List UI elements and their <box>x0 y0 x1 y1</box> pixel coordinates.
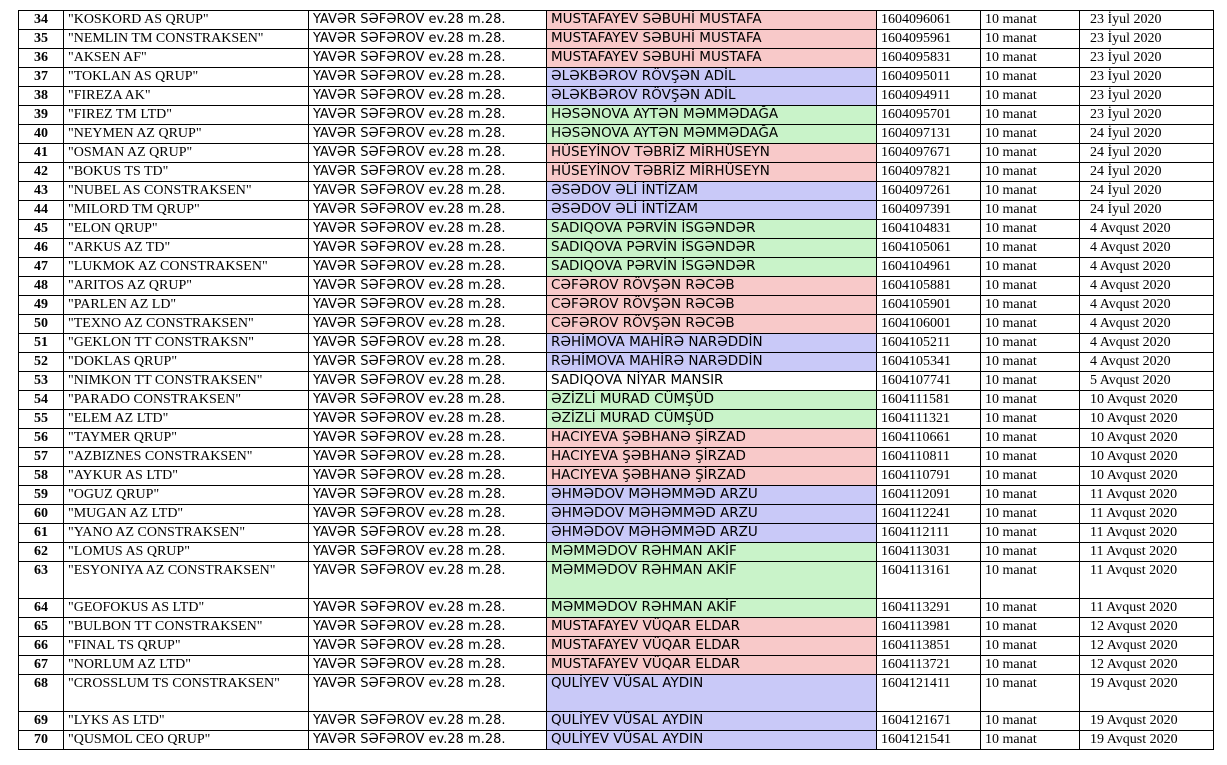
amount-cell: 10 manat <box>981 182 1080 201</box>
amount-cell: 10 manat <box>981 712 1080 731</box>
row-number-cell: 51 <box>19 334 64 353</box>
company-name-cell: "AYKUR AS LTD" <box>64 467 309 486</box>
address-cell: YAVƏR SƏFƏROV ev.28 m.28. <box>309 448 547 467</box>
date-cell: 23 İyul 2020 <box>1080 30 1214 49</box>
table-row <box>19 543 1214 562</box>
tax-id-cell: 1604097261 <box>877 182 981 201</box>
table-row <box>19 49 1214 68</box>
table-row <box>19 334 1214 353</box>
address-cell: YAVƏR SƏFƏROV ev.28 m.28. <box>309 239 547 258</box>
tax-id-cell: 1604097391 <box>877 201 981 220</box>
company-name-cell: "NUBEL AS CONSTRAKSEN" <box>64 182 309 201</box>
person-name-cell: MƏMMƏDOV RƏHMAN AKİF <box>547 599 877 618</box>
amount-cell: 10 manat <box>981 258 1080 277</box>
date-cell: 4 Avqust 2020 <box>1080 334 1214 353</box>
tax-id-cell: 1604095961 <box>877 30 981 49</box>
address-cell: YAVƏR SƏFƏROV ev.28 m.28. <box>309 712 547 731</box>
address-cell: YAVƏR SƏFƏROV ev.28 m.28. <box>309 675 547 712</box>
row-number-cell: 56 <box>19 429 64 448</box>
date-cell: 4 Avqust 2020 <box>1080 277 1214 296</box>
tax-id-cell: 1604097821 <box>877 163 981 182</box>
table-row <box>19 353 1214 372</box>
amount-cell: 10 manat <box>981 296 1080 315</box>
amount-cell: 10 manat <box>981 125 1080 144</box>
row-number-cell: 62 <box>19 543 64 562</box>
amount-cell: 10 manat <box>981 87 1080 106</box>
row-number-cell: 57 <box>19 448 64 467</box>
amount-cell: 10 manat <box>981 201 1080 220</box>
row-number-cell: 40 <box>19 125 64 144</box>
table-row <box>19 656 1214 675</box>
row-number-cell: 41 <box>19 144 64 163</box>
company-name-cell: "YANO AZ CONSTRAKSEN" <box>64 524 309 543</box>
row-number-cell: 46 <box>19 239 64 258</box>
company-name-cell: "FINAL TS QRUP" <box>64 637 309 656</box>
person-name-cell: HACIYEVA ŞƏBHANƏ ŞİRZAD <box>547 448 877 467</box>
tax-id-cell: 1604096061 <box>877 11 981 30</box>
company-name-cell: "NIMKON TT CONSTRAKSEN" <box>64 372 309 391</box>
company-name-cell: "ARKUS AZ TD" <box>64 239 309 258</box>
row-number-cell: 67 <box>19 656 64 675</box>
date-cell: 4 Avqust 2020 <box>1080 239 1214 258</box>
company-name-cell: "OGUZ QRUP" <box>64 486 309 505</box>
address-cell: YAVƏR SƏFƏROV ev.28 m.28. <box>309 429 547 448</box>
company-name-cell: "KOSKORD AS QRUP" <box>64 11 309 30</box>
row-number-cell: 63 <box>19 562 64 599</box>
date-cell: 24 İyul 2020 <box>1080 201 1214 220</box>
row-number-cell: 35 <box>19 30 64 49</box>
person-name-cell: SADIQOVA PƏRVİN İSGƏNDƏR <box>547 239 877 258</box>
address-cell: YAVƏR SƏFƏROV ev.28 m.28. <box>309 87 547 106</box>
table-row <box>19 163 1214 182</box>
tax-id-cell: 1604113851 <box>877 637 981 656</box>
company-name-cell: "AKSEN AF" <box>64 49 309 68</box>
table-row <box>19 599 1214 618</box>
tax-id-cell: 1604110791 <box>877 467 981 486</box>
company-name-cell: "FIREZ TM LTD" <box>64 106 309 125</box>
date-cell: 4 Avqust 2020 <box>1080 353 1214 372</box>
table-row <box>19 524 1214 543</box>
address-cell: YAVƏR SƏFƏROV ev.28 m.28. <box>309 467 547 486</box>
amount-cell: 10 manat <box>981 467 1080 486</box>
row-number-cell: 64 <box>19 599 64 618</box>
date-cell: 10 Avqust 2020 <box>1080 410 1214 429</box>
company-name-cell: "NEYMEN AZ QRUP" <box>64 125 309 144</box>
date-cell: 23 İyul 2020 <box>1080 11 1214 30</box>
company-name-cell: "AZBIZNES CONSTRAKSEN" <box>64 448 309 467</box>
tax-id-cell: 1604097671 <box>877 144 981 163</box>
amount-cell: 10 manat <box>981 410 1080 429</box>
row-number-cell: 68 <box>19 675 64 712</box>
table-row <box>19 220 1214 239</box>
person-name-cell: MƏMMƏDOV RƏHMAN AKİF <box>547 562 877 599</box>
company-name-cell: "BULBON TT CONSTRAKSEN" <box>64 618 309 637</box>
tax-id-cell: 1604110661 <box>877 429 981 448</box>
amount-cell: 10 manat <box>981 163 1080 182</box>
amount-cell: 10 manat <box>981 11 1080 30</box>
tax-id-cell: 1604112241 <box>877 505 981 524</box>
company-name-cell: "LOMUS AS QRUP" <box>64 543 309 562</box>
person-name-cell: MƏMMƏDOV RƏHMAN AKİF <box>547 543 877 562</box>
amount-cell: 10 manat <box>981 144 1080 163</box>
table-row <box>19 144 1214 163</box>
person-name-cell: CƏFƏROV RÖVŞƏN RƏCƏB <box>547 277 877 296</box>
address-cell: YAVƏR SƏFƏROV ev.28 m.28. <box>309 334 547 353</box>
company-name-cell: "QUSMOL CEO QRUP" <box>64 731 309 750</box>
tax-id-cell: 1604113981 <box>877 618 981 637</box>
address-cell: YAVƏR SƏFƏROV ev.28 m.28. <box>309 543 547 562</box>
address-cell: YAVƏR SƏFƏROV ev.28 m.28. <box>309 277 547 296</box>
date-cell: 11 Avqust 2020 <box>1080 524 1214 543</box>
table-row <box>19 637 1214 656</box>
row-number-cell: 47 <box>19 258 64 277</box>
person-name-cell: HÜSEYİNOV TƏBRİZ MİRHÜSEYN <box>547 144 877 163</box>
row-number-cell: 36 <box>19 49 64 68</box>
person-name-cell: ƏHMƏDOV MƏHƏMMƏD ARZU <box>547 524 877 543</box>
tax-id-cell: 1604095011 <box>877 68 981 87</box>
table-row <box>19 731 1214 750</box>
person-name-cell: HACIYEVA ŞƏBHANƏ ŞİRZAD <box>547 467 877 486</box>
tax-id-cell: 1604095831 <box>877 49 981 68</box>
address-cell: YAVƏR SƏFƏROV ev.28 m.28. <box>309 505 547 524</box>
amount-cell: 10 manat <box>981 675 1080 712</box>
row-number-cell: 70 <box>19 731 64 750</box>
amount-cell: 10 manat <box>981 618 1080 637</box>
company-name-cell: "ELEM AZ LTD" <box>64 410 309 429</box>
amount-cell: 10 manat <box>981 486 1080 505</box>
date-cell: 23 İyul 2020 <box>1080 87 1214 106</box>
date-cell: 24 İyul 2020 <box>1080 163 1214 182</box>
table-row <box>19 315 1214 334</box>
tax-id-cell: 1604105211 <box>877 334 981 353</box>
address-cell: YAVƏR SƏFƏROV ev.28 m.28. <box>309 30 547 49</box>
amount-cell: 10 manat <box>981 353 1080 372</box>
date-cell: 24 İyul 2020 <box>1080 144 1214 163</box>
person-name-cell: ƏHMƏDOV MƏHƏMMƏD ARZU <box>547 486 877 505</box>
address-cell: YAVƏR SƏFƏROV ev.28 m.28. <box>309 486 547 505</box>
company-name-cell: "MUGAN AZ LTD" <box>64 505 309 524</box>
address-cell: YAVƏR SƏFƏROV ev.28 m.28. <box>309 258 547 277</box>
amount-cell: 10 manat <box>981 30 1080 49</box>
company-name-cell: "PARLEN AZ LD" <box>64 296 309 315</box>
tax-id-cell: 1604113291 <box>877 599 981 618</box>
amount-cell: 10 manat <box>981 239 1080 258</box>
person-name-cell: SADIQOVA PƏRVİN İSGƏNDƏR <box>547 258 877 277</box>
person-name-cell: SADIQOVA PƏRVİN İSGƏNDƏR <box>547 220 877 239</box>
date-cell: 24 İyul 2020 <box>1080 182 1214 201</box>
amount-cell: 10 manat <box>981 372 1080 391</box>
amount-cell: 10 manat <box>981 429 1080 448</box>
row-number-cell: 59 <box>19 486 64 505</box>
address-cell: YAVƏR SƏFƏROV ev.28 m.28. <box>309 410 547 429</box>
table-row <box>19 106 1214 125</box>
person-name-cell: HƏSƏNOVA AYTƏN MƏMMƏDAĞA <box>547 106 877 125</box>
date-cell: 5 Avqust 2020 <box>1080 372 1214 391</box>
address-cell: YAVƏR SƏFƏROV ev.28 m.28. <box>309 372 547 391</box>
person-name-cell: HÜSEYİNOV TƏBRİZ MİRHÜSEYN <box>547 163 877 182</box>
company-name-cell: "MILORD TM QRUP" <box>64 201 309 220</box>
person-name-cell: MUSTAFAYEV SƏBUHİ MUSTAFA <box>547 11 877 30</box>
date-cell: 11 Avqust 2020 <box>1080 505 1214 524</box>
date-cell: 19 Avqust 2020 <box>1080 712 1214 731</box>
address-cell: YAVƏR SƏFƏROV ev.28 m.28. <box>309 637 547 656</box>
person-name-cell: ƏSƏDOV ƏLİ İNTİZAM <box>547 201 877 220</box>
tax-id-cell: 1604105061 <box>877 239 981 258</box>
row-number-cell: 53 <box>19 372 64 391</box>
row-number-cell: 55 <box>19 410 64 429</box>
date-cell: 4 Avqust 2020 <box>1080 258 1214 277</box>
tax-id-cell: 1604107741 <box>877 372 981 391</box>
date-cell: 24 İyul 2020 <box>1080 125 1214 144</box>
date-cell: 19 Avqust 2020 <box>1080 731 1214 750</box>
table-row <box>19 296 1214 315</box>
tax-id-cell: 1604104961 <box>877 258 981 277</box>
amount-cell: 10 manat <box>981 448 1080 467</box>
person-name-cell: RƏHİMOVA MAHİRƏ NARƏDDİN <box>547 353 877 372</box>
date-cell: 10 Avqust 2020 <box>1080 391 1214 410</box>
row-number-cell: 54 <box>19 391 64 410</box>
table-row <box>19 258 1214 277</box>
row-number-cell: 38 <box>19 87 64 106</box>
company-name-cell: "TAYMER QRUP" <box>64 429 309 448</box>
company-name-cell: "GEOFOKUS AS LTD" <box>64 599 309 618</box>
address-cell: YAVƏR SƏFƏROV ev.28 m.28. <box>309 296 547 315</box>
company-name-cell: "BOKUS TS TD" <box>64 163 309 182</box>
person-name-cell: HACIYEVA ŞƏBHANƏ ŞİRZAD <box>547 429 877 448</box>
address-cell: YAVƏR SƏFƏROV ev.28 m.28. <box>309 562 547 599</box>
tax-id-cell: 1604104831 <box>877 220 981 239</box>
company-name-cell: "GEKLON TT CONSTRAKSN" <box>64 334 309 353</box>
tax-id-cell: 1604094911 <box>877 87 981 106</box>
company-name-cell: "LUKMOK AZ CONSTRAKSEN" <box>64 258 309 277</box>
amount-cell: 10 manat <box>981 49 1080 68</box>
table-row <box>19 505 1214 524</box>
person-name-cell: MUSTAFAYEV VÜQAR ELDAR <box>547 656 877 675</box>
person-name-cell: MUSTAFAYEV SƏBUHİ MUSTAFA <box>547 30 877 49</box>
person-name-cell: CƏFƏROV RÖVŞƏN RƏCƏB <box>547 296 877 315</box>
person-name-cell: ƏLƏKBƏROV RÖVŞƏN ADİL <box>547 68 877 87</box>
table-row <box>19 11 1214 30</box>
tax-id-cell: 1604112111 <box>877 524 981 543</box>
row-number-cell: 58 <box>19 467 64 486</box>
row-number-cell: 69 <box>19 712 64 731</box>
company-name-cell: "NEMLIN TM CONSTRAKSEN" <box>64 30 309 49</box>
person-name-cell: HƏSƏNOVA AYTƏN MƏMMƏDAĞA <box>547 125 877 144</box>
row-number-cell: 37 <box>19 68 64 87</box>
date-cell: 19 Avqust 2020 <box>1080 675 1214 712</box>
table-row <box>19 562 1214 599</box>
tax-id-cell: 1604110811 <box>877 448 981 467</box>
row-number-cell: 44 <box>19 201 64 220</box>
tax-id-cell: 1604106001 <box>877 315 981 334</box>
table-row <box>19 182 1214 201</box>
company-name-cell: "LYKS AS LTD" <box>64 712 309 731</box>
address-cell: YAVƏR SƏFƏROV ev.28 m.28. <box>309 618 547 637</box>
person-name-cell: QULİYEV VÜSAL AYDIN <box>547 731 877 750</box>
tax-id-cell: 1604111321 <box>877 410 981 429</box>
amount-cell: 10 manat <box>981 731 1080 750</box>
row-number-cell: 48 <box>19 277 64 296</box>
address-cell: YAVƏR SƏFƏROV ev.28 m.28. <box>309 163 547 182</box>
address-cell: YAVƏR SƏFƏROV ev.28 m.28. <box>309 201 547 220</box>
table-row <box>19 68 1214 87</box>
tax-id-cell: 1604111581 <box>877 391 981 410</box>
tax-id-cell: 1604113721 <box>877 656 981 675</box>
amount-cell: 10 manat <box>981 505 1080 524</box>
table-row <box>19 87 1214 106</box>
row-number-cell: 61 <box>19 524 64 543</box>
date-cell: 4 Avqust 2020 <box>1080 296 1214 315</box>
row-number-cell: 65 <box>19 618 64 637</box>
address-cell: YAVƏR SƏFƏROV ev.28 m.28. <box>309 656 547 675</box>
row-number-cell: 66 <box>19 637 64 656</box>
table-row <box>19 391 1214 410</box>
address-cell: YAVƏR SƏFƏROV ev.28 m.28. <box>309 391 547 410</box>
date-cell: 11 Avqust 2020 <box>1080 543 1214 562</box>
tax-id-cell: 1604097131 <box>877 125 981 144</box>
company-name-cell: "NORLUM AZ LTD" <box>64 656 309 675</box>
person-name-cell: ƏHMƏDOV MƏHƏMMƏD ARZU <box>547 505 877 524</box>
person-name-cell: QULİYEV VÜSAL AYDIN <box>547 712 877 731</box>
date-cell: 23 İyul 2020 <box>1080 106 1214 125</box>
table-body <box>19 11 1214 750</box>
amount-cell: 10 manat <box>981 68 1080 87</box>
person-name-cell: MUSTAFAYEV SƏBUHİ MUSTAFA <box>547 49 877 68</box>
company-name-cell: "CROSSLUM TS CONSTRAKSEN" <box>64 675 309 712</box>
table-row <box>19 372 1214 391</box>
table-row <box>19 429 1214 448</box>
tax-id-cell: 1604105881 <box>877 277 981 296</box>
amount-cell: 10 manat <box>981 334 1080 353</box>
row-number-cell: 43 <box>19 182 64 201</box>
row-number-cell: 39 <box>19 106 64 125</box>
address-cell: YAVƏR SƏFƏROV ev.28 m.28. <box>309 731 547 750</box>
person-name-cell: QULİYEV VÜSAL AYDIN <box>547 675 877 712</box>
person-name-cell: ƏLƏKBƏROV RÖVŞƏN ADİL <box>547 87 877 106</box>
date-cell: 12 Avqust 2020 <box>1080 656 1214 675</box>
address-cell: YAVƏR SƏFƏROV ev.28 m.28. <box>309 11 547 30</box>
person-name-cell: RƏHİMOVA MAHİRƏ NARƏDDİN <box>547 334 877 353</box>
table-row <box>19 239 1214 258</box>
table-row <box>19 448 1214 467</box>
address-cell: YAVƏR SƏFƏROV ev.28 m.28. <box>309 220 547 239</box>
address-cell: YAVƏR SƏFƏROV ev.28 m.28. <box>309 68 547 87</box>
date-cell: 11 Avqust 2020 <box>1080 599 1214 618</box>
table-row <box>19 486 1214 505</box>
registry-table <box>18 10 1214 750</box>
date-cell: 11 Avqust 2020 <box>1080 562 1214 599</box>
amount-cell: 10 manat <box>981 599 1080 618</box>
row-number-cell: 34 <box>19 11 64 30</box>
date-cell: 10 Avqust 2020 <box>1080 467 1214 486</box>
row-number-cell: 45 <box>19 220 64 239</box>
amount-cell: 10 manat <box>981 315 1080 334</box>
person-name-cell: MUSTAFAYEV VÜQAR ELDAR <box>547 618 877 637</box>
tax-id-cell: 1604113161 <box>877 562 981 599</box>
amount-cell: 10 manat <box>981 106 1080 125</box>
date-cell: 23 İyul 2020 <box>1080 68 1214 87</box>
tax-id-cell: 1604112091 <box>877 486 981 505</box>
tax-id-cell: 1604121671 <box>877 712 981 731</box>
person-name-cell: SADIQOVA NİYAR MANSIR <box>547 372 877 391</box>
date-cell: 12 Avqust 2020 <box>1080 618 1214 637</box>
address-cell: YAVƏR SƏFƏROV ev.28 m.28. <box>309 524 547 543</box>
address-cell: YAVƏR SƏFƏROV ev.28 m.28. <box>309 599 547 618</box>
address-cell: YAVƏR SƏFƏROV ev.28 m.28. <box>309 125 547 144</box>
address-cell: YAVƏR SƏFƏROV ev.28 m.28. <box>309 315 547 334</box>
row-number-cell: 42 <box>19 163 64 182</box>
amount-cell: 10 manat <box>981 656 1080 675</box>
amount-cell: 10 manat <box>981 277 1080 296</box>
company-name-cell: "DOKLAS QRUP" <box>64 353 309 372</box>
company-name-cell: "PARADO CONSTRAKSEN" <box>64 391 309 410</box>
company-name-cell: "ARITOS AZ QRUP" <box>64 277 309 296</box>
table-row <box>19 410 1214 429</box>
address-cell: YAVƏR SƏFƏROV ev.28 m.28. <box>309 49 547 68</box>
table-row <box>19 467 1214 486</box>
tax-id-cell: 1604095701 <box>877 106 981 125</box>
table-row <box>19 277 1214 296</box>
amount-cell: 10 manat <box>981 391 1080 410</box>
address-cell: YAVƏR SƏFƏROV ev.28 m.28. <box>309 353 547 372</box>
row-number-cell: 52 <box>19 353 64 372</box>
company-name-cell: "TEXNO AZ CONSTRAKSEN" <box>64 315 309 334</box>
table-row <box>19 125 1214 144</box>
date-cell: 11 Avqust 2020 <box>1080 486 1214 505</box>
date-cell: 23 İyul 2020 <box>1080 49 1214 68</box>
tax-id-cell: 1604113031 <box>877 543 981 562</box>
table-row <box>19 618 1214 637</box>
date-cell: 10 Avqust 2020 <box>1080 429 1214 448</box>
amount-cell: 10 manat <box>981 562 1080 599</box>
amount-cell: 10 manat <box>981 220 1080 239</box>
address-cell: YAVƏR SƏFƏROV ev.28 m.28. <box>309 106 547 125</box>
company-name-cell: "OSMAN AZ QRUP" <box>64 144 309 163</box>
company-name-cell: "ELON QRUP" <box>64 220 309 239</box>
table-row <box>19 675 1214 712</box>
row-number-cell: 50 <box>19 315 64 334</box>
company-name-cell: "FIREZA AK" <box>64 87 309 106</box>
date-cell: 10 Avqust 2020 <box>1080 448 1214 467</box>
row-number-cell: 49 <box>19 296 64 315</box>
address-cell: YAVƏR SƏFƏROV ev.28 m.28. <box>309 182 547 201</box>
date-cell: 4 Avqust 2020 <box>1080 315 1214 334</box>
person-name-cell: CƏFƏROV RÖVŞƏN RƏCƏB <box>547 315 877 334</box>
table-row <box>19 30 1214 49</box>
table-row <box>19 201 1214 220</box>
date-cell: 4 Avqust 2020 <box>1080 220 1214 239</box>
address-cell: YAVƏR SƏFƏROV ev.28 m.28. <box>309 144 547 163</box>
company-name-cell: "ESYONIYA AZ CONSTRAKSEN" <box>64 562 309 599</box>
tax-id-cell: 1604105901 <box>877 296 981 315</box>
tax-id-cell: 1604121541 <box>877 731 981 750</box>
row-number-cell: 60 <box>19 505 64 524</box>
tax-id-cell: 1604105341 <box>877 353 981 372</box>
amount-cell: 10 manat <box>981 543 1080 562</box>
person-name-cell: ƏZİZLİ MURAD CÜMŞÜD <box>547 410 877 429</box>
tax-id-cell: 1604121411 <box>877 675 981 712</box>
person-name-cell: ƏSƏDOV ƏLİ İNTİZAM <box>547 182 877 201</box>
amount-cell: 10 manat <box>981 637 1080 656</box>
person-name-cell: ƏZİZLİ MURAD CÜMŞÜD <box>547 391 877 410</box>
person-name-cell: MUSTAFAYEV VÜQAR ELDAR <box>547 637 877 656</box>
company-name-cell: "TOKLAN AS QRUP" <box>64 68 309 87</box>
date-cell: 12 Avqust 2020 <box>1080 637 1214 656</box>
amount-cell: 10 manat <box>981 524 1080 543</box>
table-row <box>19 712 1214 731</box>
